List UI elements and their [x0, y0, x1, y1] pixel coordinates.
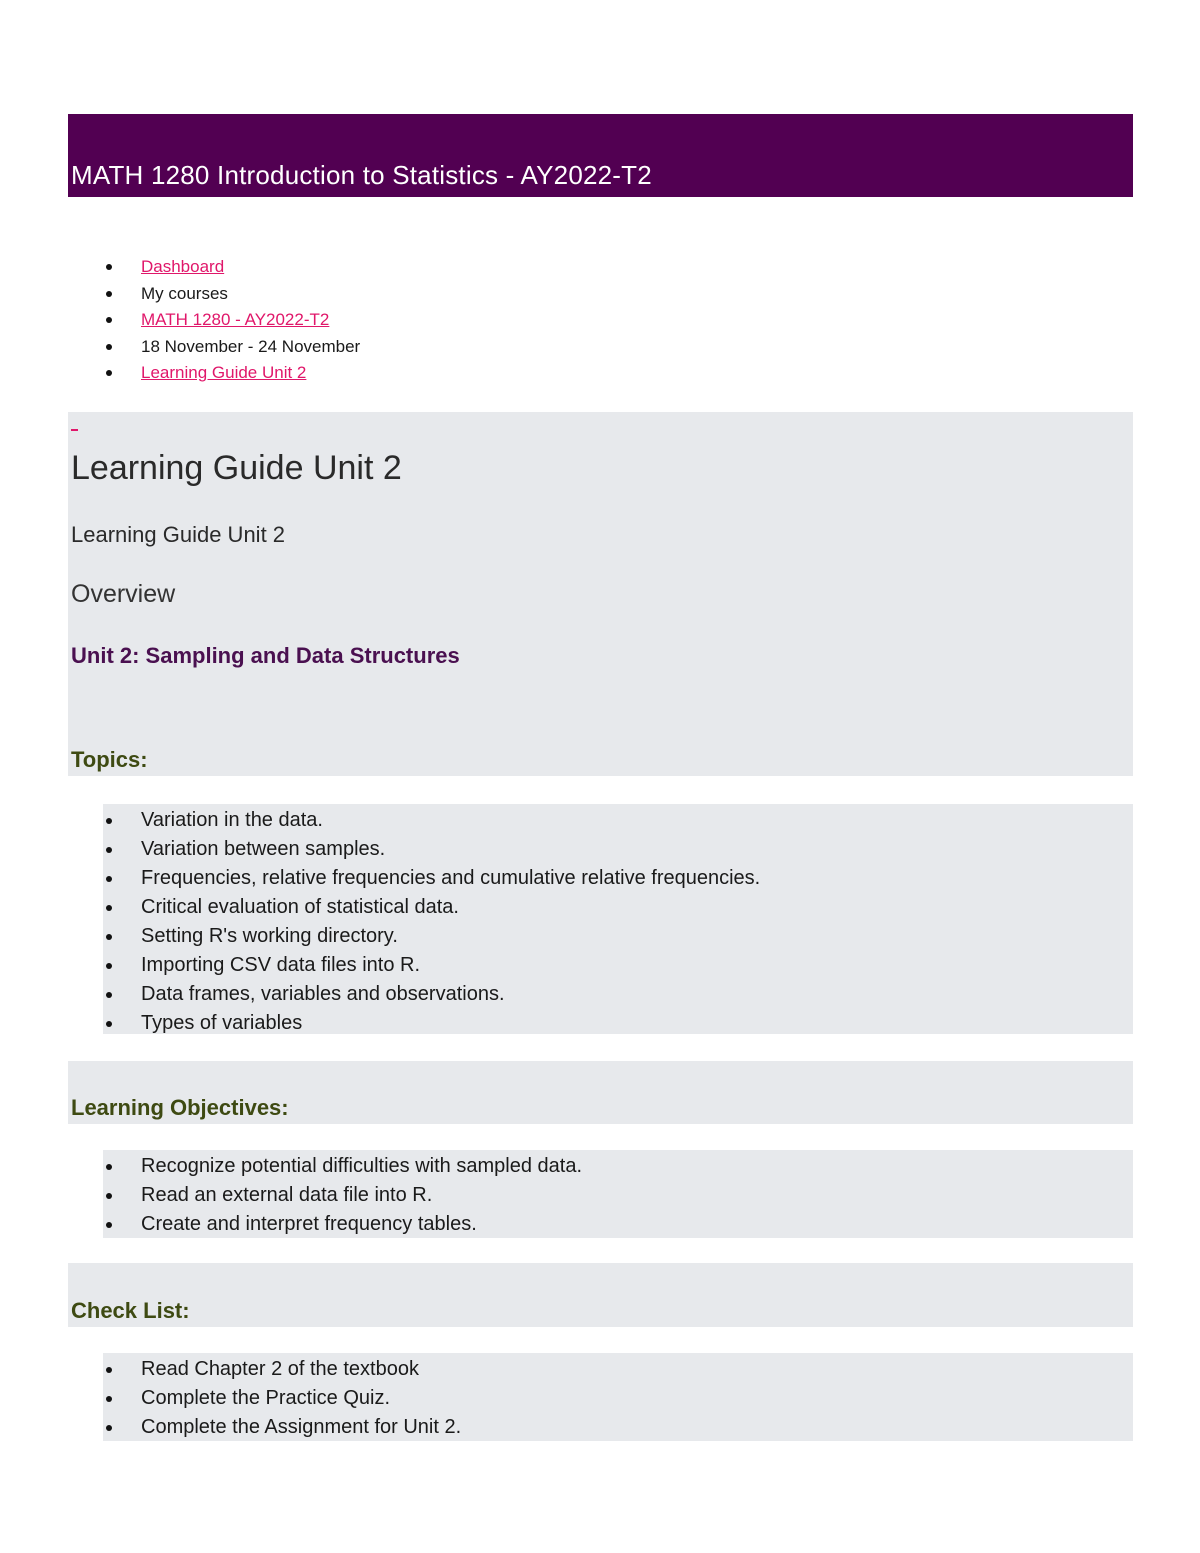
breadcrumb-item-week	[104, 335, 360, 362]
list-item: Variation between samples.	[104, 837, 760, 866]
checklist-list	[104, 1357, 461, 1444]
list-item: Variation in the data.	[104, 808, 760, 837]
objectives-list	[104, 1154, 582, 1241]
list-item: Types of variables	[104, 1011, 760, 1040]
breadcrumb	[104, 255, 360, 388]
breadcrumb-item-dashboard[interactable]	[104, 255, 360, 282]
list-item: Importing CSV data files into R.	[104, 953, 760, 982]
breadcrumb-text: My courses	[141, 283, 228, 303]
list-item: Create and interpret frequency tables.	[104, 1212, 582, 1241]
list-item: Complete the Assignment for Unit 2.	[104, 1415, 461, 1444]
topics-list	[104, 808, 760, 1040]
course-banner	[68, 114, 1133, 197]
list-item: Complete the Practice Quiz.	[104, 1386, 461, 1415]
breadcrumb-link[interactable]: Learning Guide Unit 2	[141, 363, 307, 382]
checklist-heading-block	[68, 1263, 1133, 1327]
anchor-dash-mark	[71, 429, 78, 431]
checklist-heading: Check List:	[71, 1298, 190, 1323]
page-title: Learning Guide Unit 2	[71, 449, 402, 487]
breadcrumb-item-course[interactable]	[104, 308, 360, 335]
list-item: Read Chapter 2 of the textbook	[104, 1357, 461, 1386]
page-subtitle: Learning Guide Unit 2	[71, 522, 286, 547]
list-item: Recognize potential difficulties with sampled data.	[104, 1154, 582, 1183]
objectives-list-block	[103, 1150, 1133, 1238]
breadcrumb-link[interactable]: Dashboard	[141, 257, 225, 276]
list-item: Frequencies, relative frequencies and cumulative relative frequencies.	[104, 866, 760, 895]
objectives-heading: Learning Objectives:	[71, 1095, 289, 1120]
overview-heading: Overview	[71, 580, 176, 608]
breadcrumb-item-my-courses	[104, 282, 360, 309]
breadcrumb-text: 18 November - 24 November	[141, 336, 361, 356]
breadcrumb-link[interactable]: MATH 1280 - AY2022-T2	[141, 310, 330, 329]
course-title: MATH 1280 Introduction to Statistics - AY2022-T2	[71, 160, 652, 190]
list-item: Setting R's working directory.	[104, 924, 760, 953]
page-header-block	[68, 412, 1133, 776]
checklist-list-block	[103, 1353, 1133, 1441]
topics-heading: Topics:	[71, 747, 148, 772]
breadcrumb-item-learning-guide[interactable]	[104, 361, 360, 388]
unit-heading: Unit 2: Sampling and Data Structures	[71, 643, 460, 668]
list-item: Read an external data file into R.	[104, 1183, 582, 1212]
objectives-heading-block	[68, 1061, 1133, 1124]
topics-list-block	[103, 804, 1133, 1034]
list-item: Data frames, variables and observations.	[104, 982, 760, 1011]
list-item: Critical evaluation of statistical data.	[104, 895, 760, 924]
